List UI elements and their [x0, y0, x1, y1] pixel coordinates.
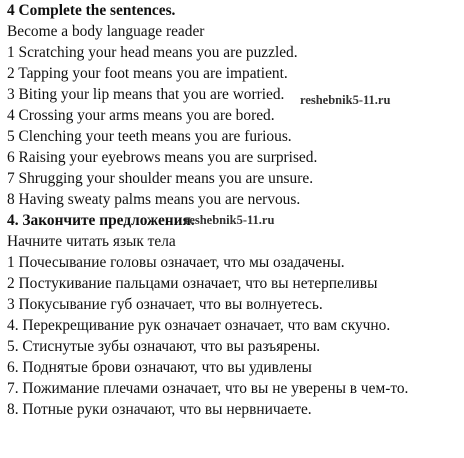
english-sentence-5: 5 Clenching your teeth means you are furious.	[7, 128, 292, 145]
english-sentence-4: 4 Crossing your arms means you are bored.	[7, 107, 275, 124]
russian-sentence-7: 7. Пожимание плечами означает, что вы не уверены в чем-то.	[7, 380, 409, 397]
english-heading: 4 Complete the sentences.	[7, 2, 176, 19]
watermark-text: reshebnik5-11.ru	[300, 93, 391, 107]
russian-sentence-1: 1 Почесывание головы означает, что мы озадачены.	[7, 254, 345, 271]
russian-sentence-3: 3 Покусывание губ означает, что вы волнуетесь.	[7, 296, 323, 313]
exercise-document	[7, 0, 462, 420]
watermark-text: reshebnik5-11.ru	[184, 213, 275, 227]
english-sentence-1: 1 Scratching your head means you are puzzled.	[7, 44, 298, 61]
russian-heading: 4. Закончите предложения.	[7, 212, 195, 229]
english-sentence-8: 8 Having sweaty palms means you are nervous.	[7, 191, 301, 208]
english-sentence-6: 6 Raising your eyebrows means you are surprised.	[7, 149, 318, 166]
russian-sentence-4: 4. Перекрещивание рук означает означает, что вам скучно.	[7, 317, 391, 334]
english-sentence-7: 7 Shrugging your shoulder means you are unsure.	[7, 170, 314, 187]
russian-sentence-2: 2 Постукивание пальцами означает, что вы нетерпеливы	[7, 275, 378, 292]
russian-instruction: Начните читать язык тела	[7, 233, 176, 250]
russian-sentence-5: 5. Стиснутые зубы означают, что вы разъярены.	[7, 338, 321, 355]
english-instruction: Become a body language reader	[7, 23, 205, 40]
english-sentence-2: 2 Tapping your foot means you are impatient.	[7, 65, 288, 82]
russian-sentence-8: 8. Потные руки означают, что вы нервничаете.	[7, 401, 312, 418]
english-sentence-3: 3 Biting your lip means that you are worried.	[7, 86, 285, 103]
russian-sentence-6: 6. Поднятые брови означают, что вы удивлены	[7, 359, 312, 376]
